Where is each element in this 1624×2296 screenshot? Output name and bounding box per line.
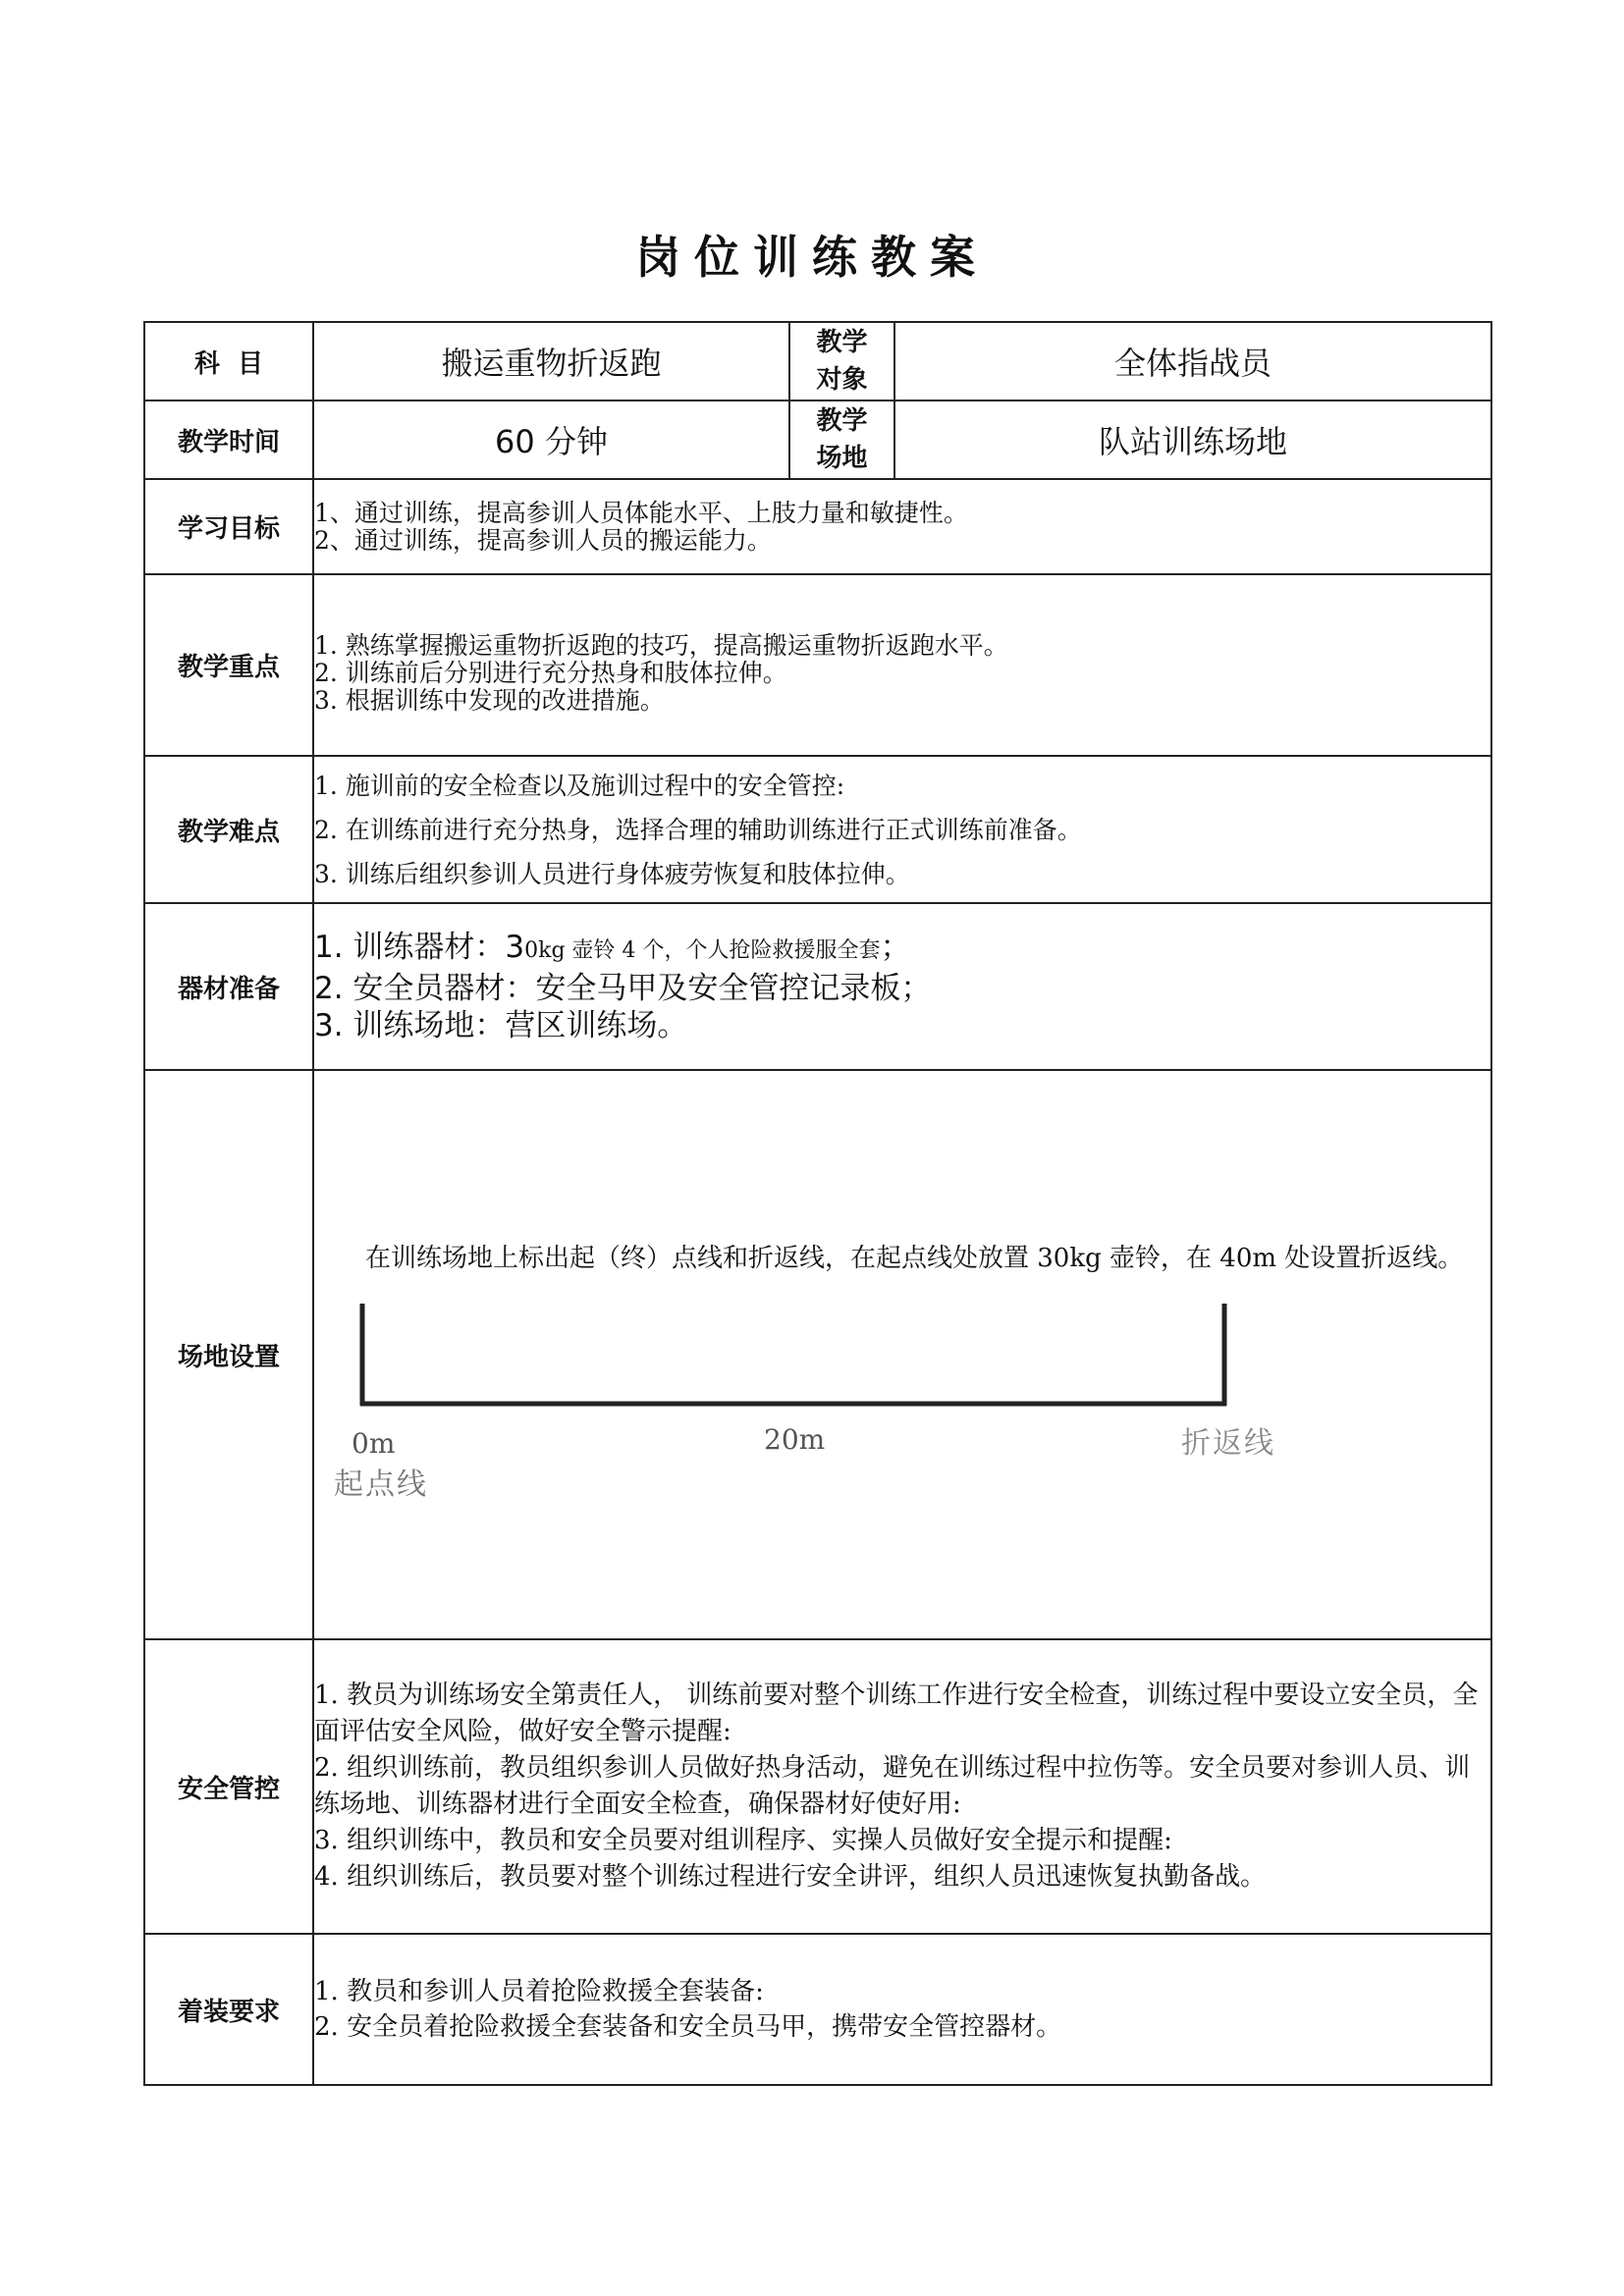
difficulties-content [313,756,1491,903]
subject-label: 科 目 [144,322,313,400]
safety-content [313,1639,1491,1934]
venue-label-line2: 场地 [816,444,868,473]
safety-item: 4. 组织训练后，教员要对整个训练过程进行安全讲评，组织人员迅速恢复执勤备战。 [314,1862,1267,1892]
safety-item: 2. 组织训练前，教员组织参训人员做好热身活动，避免在训练过程中拉伤等。安全员要对参训人员、训练场地、训练器材进行全面安全检查，确保器材好使好用: [314,1753,1471,1819]
row-difficulties [144,756,1491,903]
site-content [313,1070,1491,1639]
attire-content [313,1934,1491,2085]
site-description: 在训练场地上标出起（终）点线和折返线，在起点线处放置 30kg 壶铃，在 40m 处设置折返线。 [365,1244,1464,1273]
row-key-points [144,574,1491,756]
duration-value: 60 分钟 [313,400,789,479]
row-attire [144,1934,1491,2085]
lesson-plan-table [143,321,1492,2086]
start-line-label: 起点线 [334,1468,428,1502]
safety-label: 安全管控 [144,1639,313,1934]
audience-label-line1: 教学 [816,328,868,357]
difficulty-item: 1. 施训前的安全检查以及施训过程中的安全管控: [314,771,845,800]
equipment-item [314,929,1490,970]
document-title: 岗位训练教案 [635,231,989,284]
audience-label-line2: 对象 [816,365,868,395]
objectives-label: 学习目标 [144,479,313,574]
attire-label: 着装要求 [144,1934,313,2085]
attire-item: 1. 教员和参训人员着抢险救援全套装备: [314,1977,764,2006]
key-point-item: 2. 训练前后分别进行充分热身和肢体拉伸。 [314,658,787,687]
row-duration [144,400,1491,479]
objectives-content [313,479,1491,574]
track-lines [360,1304,1226,1406]
equipment-item-detail: 0kg 壶铃 4 个，个人抢险救援服全套 [524,938,881,963]
equipment-label: 器材准备 [144,903,313,1070]
row-equipment [144,903,1491,1070]
objective-item: 2、通过训练，提高参训人员的搬运能力。 [314,525,772,555]
key-point-item: 1. 熟练掌握搬运重物折返跑的技巧，提高搬运重物折返跑水平。 [314,630,1008,660]
duration-label: 教学时间 [144,400,313,479]
mid-mark-label: 20m [764,1423,826,1456]
row-subject [144,322,1491,400]
key-point-item: 3. 根据训练中发现的改进措施。 [314,685,665,715]
key-points-label: 教学重点 [144,574,313,756]
objective-item: 1、通过训练，提高参训人员体能水平、上肢力量和敏捷性。 [314,498,968,527]
safety-item: 1. 教员为训练场安全第责任人， 训练前要对整个训练工作进行安全检查，训练过程中要设立安全员，全面评估安全风险，做好安全警示提醒: [314,1681,1479,1746]
start-mark-label: 0m [352,1427,396,1460]
difficulty-item: 2. 在训练前进行充分热身，选择合理的辅助训练进行正式训练前准备。 [314,815,1082,844]
row-site [144,1070,1491,1639]
row-safety [144,1639,1491,1934]
safety-item: 3. 组织训练中，教员和安全员要对组训程序、实操人员做好安全提示和提醒: [314,1826,1172,1855]
attire-item: 2. 安全员着抢险救援全套装备和安全员马甲，携带安全管控器材。 [314,2012,1062,2042]
venue-value: 队站训练场地 [894,400,1491,479]
venue-label [789,400,894,479]
venue-label-line1: 教学 [816,406,868,436]
row-objectives [144,479,1491,574]
audience-value: 全体指战员 [894,322,1491,400]
equipment-item: 2. 安全员器材：安全马甲及安全管控记录板； [314,971,932,1006]
equipment-item-suffix: ； [880,930,911,965]
subject-value: 搬运重物折返跑 [313,322,789,400]
site-label: 场地设置 [144,1070,313,1639]
difficulties-label: 教学难点 [144,756,313,903]
equipment-item: 3. 训练场地：营区训练场。 [314,1008,688,1043]
turn-line-label: 折返线 [1181,1426,1275,1461]
equipment-content [313,903,1491,1070]
difficulty-item: 3. 训练后组织参训人员进行身体疲劳恢复和肢体拉伸。 [314,859,910,888]
equipment-item-prefix: 1. 训练器材：3 [314,930,525,965]
key-points-content [313,574,1491,756]
site-diagram [314,1288,1296,1504]
audience-label [789,322,894,400]
